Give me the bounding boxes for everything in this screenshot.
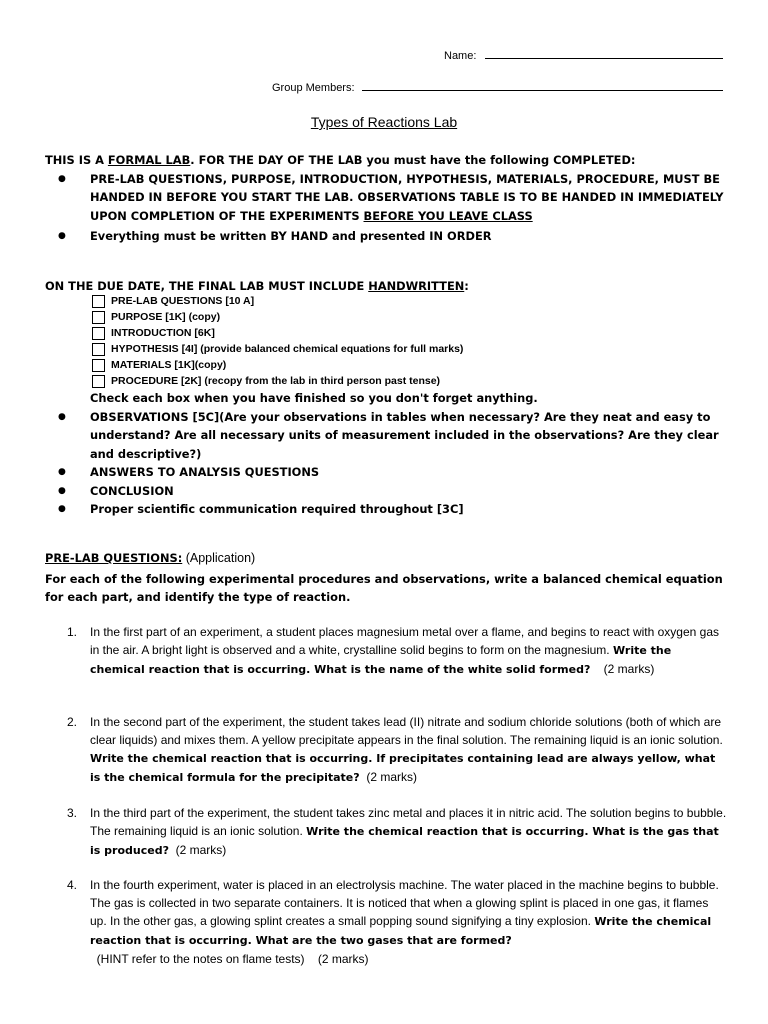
question-2: 2. In the second part of the experiment, the student takes lead (II) nitrate and sodium chloride solutions (both of which are clear liquids) and mixes them. A yellow precipitate appears in the final solution. The remaining liquid is an ionic solution. Write the chemical reaction that is occurring. If precipitates containing lead are always yellow, what is the chemical formula for the precipitate? (2 marks) bbox=[67, 715, 723, 784]
due-heading: ON THE DUE DATE, THE FINAL LAB MUST INCLUDE HANDWRITTEN: bbox=[45, 279, 469, 293]
group-members-line bbox=[362, 80, 723, 91]
checklist bbox=[92, 293, 592, 389]
checkbox[interactable] bbox=[92, 311, 105, 324]
name-line bbox=[485, 48, 723, 59]
intro-bullet-2: ● Everything must be written BY HAND and presented IN ORDER bbox=[90, 227, 725, 246]
checklist-item[interactable]: HYPOTHESIS [4I] (provide balanced chemical equations for full marks) bbox=[92, 341, 592, 357]
checkbox[interactable] bbox=[92, 359, 105, 372]
question-3: 3. In the third part of the experiment, the student takes zinc metal and places it in nitric acid. The solution begins to bubble. The remaining liquid is an ionic solution. Write the chemical reaction that is occurring. What is the gas that is produced? (2 marks) bbox=[67, 806, 727, 857]
due-section bbox=[45, 389, 725, 519]
due-bullet-observations: ● OBSERVATIONS [5C](Are your observations in tables when necessary? Are they neat and easy to understand? Are all necessary units of measurement included in the observations? Are they clear and descriptive?) bbox=[90, 408, 725, 464]
checklist-item[interactable]: PURPOSE [1K] (copy) bbox=[92, 309, 592, 325]
group-members-label: Group Members: bbox=[272, 82, 355, 94]
prelab-heading: PRE-LAB QUESTIONS: (Application) bbox=[45, 551, 256, 565]
prelab-instructions: For each of the following experimental procedures and observations, write a balanced chemical equation for each part, and identify the type of reaction. bbox=[45, 572, 723, 604]
name-label: Name: bbox=[444, 50, 477, 62]
group-members-field bbox=[272, 80, 723, 94]
name-field bbox=[444, 48, 723, 62]
checklist-item[interactable]: MATERIALS [1K](copy) bbox=[92, 357, 592, 373]
intro-section bbox=[45, 151, 725, 246]
checkbox[interactable] bbox=[92, 327, 105, 340]
checklist-item[interactable]: PRE-LAB QUESTIONS [10 A] bbox=[92, 293, 592, 309]
checkbox[interactable] bbox=[92, 343, 105, 356]
check-note: Check each box when you have finished so you don't forget anything. bbox=[90, 391, 538, 405]
intro-paragraph: THIS IS A FORMAL LAB. FOR THE DAY OF THE LAB you must have the following COMPLETED: bbox=[45, 153, 636, 167]
due-bullet-analysis: ● ANSWERS TO ANALYSIS QUESTIONS bbox=[90, 463, 725, 482]
due-bullet-conclusion: ● CONCLUSION bbox=[90, 482, 725, 501]
page-title: Types of Reactions Lab bbox=[310, 114, 458, 130]
due-bullets bbox=[45, 408, 725, 519]
intro-bullet-1: ● PRE-LAB QUESTIONS, PURPOSE, INTRODUCTION, HYPOTHESIS, MATERIALS, PROCEDURE, MUST BE HANDED IN BEFORE YOU START THE LAB. OBSERVATIONS TABLE IS TO BE HANDED IN IMMEDIATELY UPON COMPLETION OF THE EXPERIMENTS BEFORE YOU LEAVE CLASS bbox=[90, 170, 725, 226]
intro-bullets bbox=[45, 170, 725, 246]
due-bullet-communication: ● Proper scientific communication required throughout [3C] bbox=[90, 500, 725, 519]
question-4: 4. In the fourth experiment, water is placed in an electrolysis machine. The water placed in the machine begins to bubble. The gas is collected in two separate containers. It is noticed that when a glowing splint is placed in one gas, it flames up. In the other gas, a glowing splint creates a small popping sound signifying a tiny explosion. Write the chemical reaction that is occurring. What are the two gases that are formed? (HINT refer to the notes on flame tests) (2 marks) bbox=[67, 878, 719, 966]
checklist-item[interactable]: PROCEDURE [2K] (recopy from the lab in third person past tense) bbox=[92, 373, 592, 389]
checklist-item[interactable]: INTRODUCTION [6K] bbox=[92, 325, 592, 341]
question-1: 1. In the first part of an experiment, a student places magnesium metal over a flame, and begins to react with oxygen gas in the air. A bright light is observed and a white, crystalline solid begins to form on the magnesium. Write the chemical reaction that is occurring. What is the name of the white solid formed? (2 marks) bbox=[67, 625, 720, 676]
checkbox[interactable] bbox=[92, 375, 105, 388]
checkbox[interactable] bbox=[92, 295, 105, 308]
